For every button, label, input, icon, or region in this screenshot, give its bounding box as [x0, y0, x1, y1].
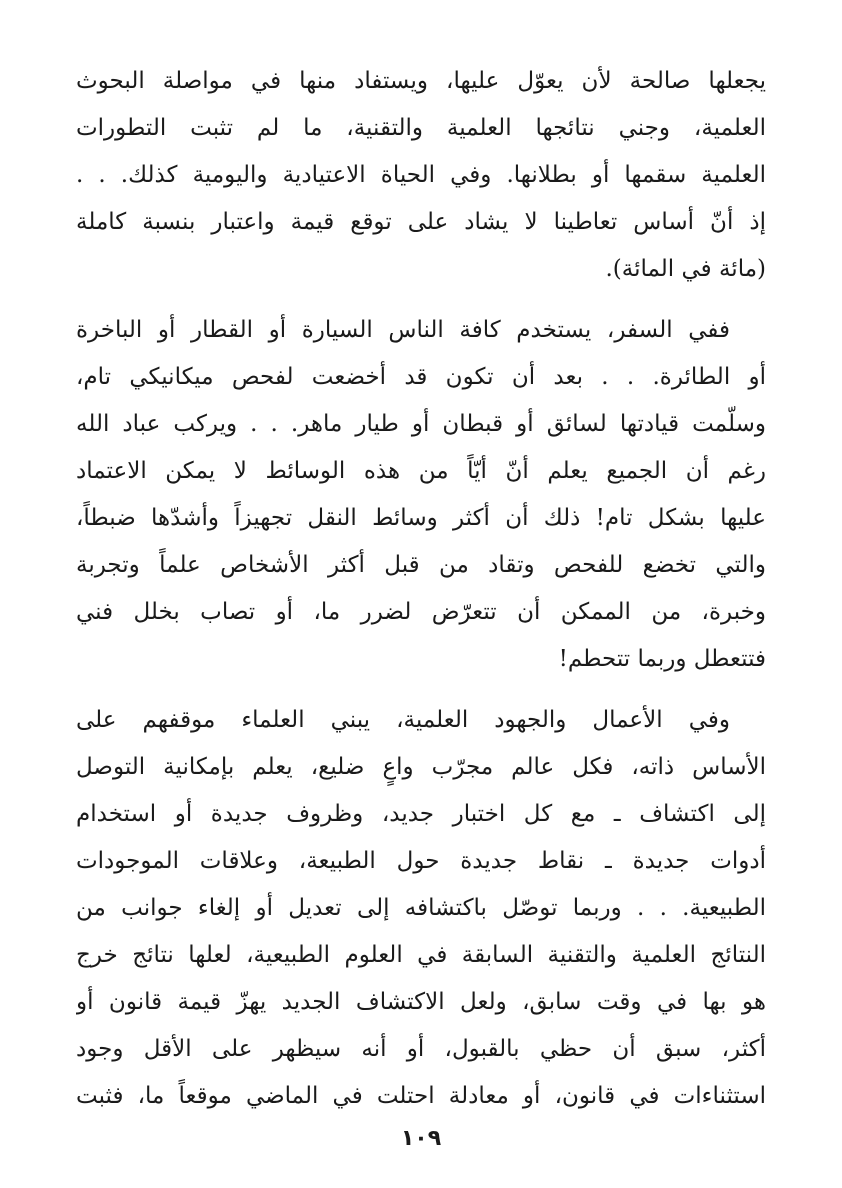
text-line: إذ أنّ أساس تعاطينا لا يشاد على توقع قيمة واعتبار بنسبة كاملة	[76, 209, 766, 235]
text-line: الطبيعية. . . وربما توصّل باكتشافه إلى تعديل أو إلغاء جوانب من	[76, 895, 766, 921]
text-line: استثناءات في قانون، أو معادلة احتلت في الماضي موقعاً ما، فثبت	[76, 1083, 766, 1109]
text-line: وسلّمت قيادتها لسائق أو قبطان أو طيار ماهر. . . ويركب عباد الله	[76, 411, 766, 437]
text-line: هو بها في وقت سابق، ولعل الاكتشاف الجديد يهزّ قيمة قانون أو	[76, 989, 766, 1015]
text-line: أكثر، سبق أن حظي بالقبول، أو أنه سيظهر على الأقل وجود	[76, 1036, 766, 1062]
text-line: يجعلها صالحة لأن يعوّل عليها، ويستفاد منها في مواصلة البحوث	[76, 68, 766, 94]
paragraph-2	[76, 307, 766, 683]
text-line: فتتعطل وربما تتحطم!	[558, 646, 766, 672]
text-line: ففي السفر، يستخدم كافة الناس السيارة أو القطار أو الباخرة	[76, 317, 730, 343]
paragraph-1	[76, 58, 766, 293]
text-line: عليها بشكل تام! ذلك أن أكثر وسائط النقل تجهيزاً وأشدّها ضبطاً،	[76, 505, 766, 531]
text-line: إلى اكتشاف ـ مع كل اختبار جديد، وظروف جديدة أو استخدام	[76, 801, 766, 827]
document-page	[76, 58, 766, 1128]
text-line: النتائج العلمية والتقنية السابقة في العلوم الطبيعية، لعلها نتائج خرج	[76, 942, 766, 968]
text-line: الأساس ذاته، فكل عالم مجرّب واعٍ ضليع، يعلم بإمكانية التوصل	[76, 754, 766, 780]
paragraph-3	[76, 697, 766, 1120]
text-line: العلمية، وجني نتائجها العلمية والتقنية، ما لم تثبت التطورات	[76, 115, 766, 141]
text-line: أدوات جديدة ـ نقاط جديدة حول الطبيعة، وعلاقات الموجودات	[76, 848, 766, 874]
text-line: وفي الأعمال والجهود العلمية، يبني العلماء موقفهم على	[76, 707, 730, 733]
text-line: وخبرة، من الممكن أن تتعرّض لضرر ما، أو تصاب بخلل فني	[76, 599, 766, 625]
text-line: (مائة في المائة).	[605, 256, 766, 282]
page-number: ١٠٩	[400, 1126, 442, 1151]
text-line: رغم أن الجميع يعلم أنّ أيّاً من هذه الوسائط لا يمكن الاعتماد	[76, 458, 766, 484]
text-line: أو الطائرة. . . بعد أن تكون قد أخضعت لفحص ميكانيكي تام،	[76, 364, 766, 390]
text-line: العلمية سقمها أو بطلانها. وفي الحياة الاعتيادية واليومية كذلك. . .	[76, 162, 766, 188]
text-line: والتي تخضع للفحص وتقاد من قبل أكثر الأشخاص علماً وتجربة	[76, 552, 766, 578]
